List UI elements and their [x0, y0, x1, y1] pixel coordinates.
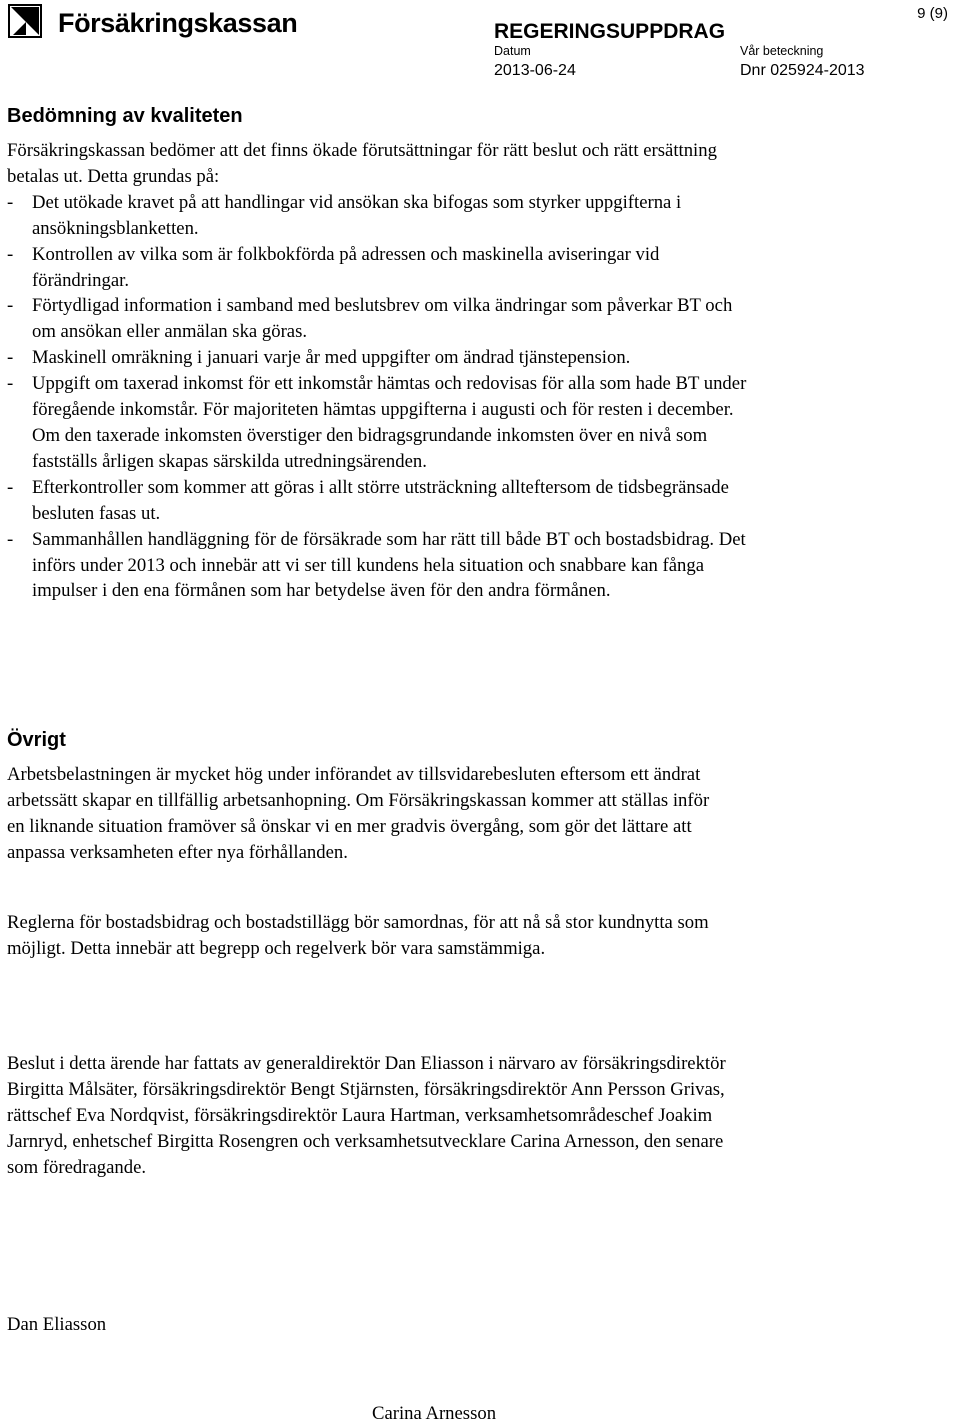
list-item: - Kontrollen av vilka som är folkbokförda på adressen och maskinella aviseringar vid förändringar. [7, 243, 660, 291]
other-heading: Övrigt [7, 729, 66, 751]
logo-mark-icon [8, 4, 42, 38]
date-label: Datum [494, 44, 531, 58]
page-number: 9 (9) [917, 5, 948, 22]
decision-paragraph: Beslut i detta ärende har fattats av generaldirektör Dan Eliasson i närvaro av försäkringsdirektör Birgitta Målsäter, försäkringsdirektör Bengt Stjärnsten, försäkringsdirektör Ann Persson Grivas, rättschef Eva Nordqvist, försäkringsdirektör Laura Hartman, verksamhetsområdeschef Joakim Jarnryd, enhetschef Birgitta Rosengren och verksamhetsutvecklare Carina Arnesson, den senare som föredragande. [7, 1053, 726, 1178]
list-item: - Maskinell omräkning i januari varje år med uppgifter om ändrad tjänstepension. [7, 347, 631, 369]
list-item: - Förtydligad information i samband med beslutsbrev om vilka ändringar som påverkar BT och om ansökan eller anmälan ska göras. [7, 295, 733, 343]
reference-label: Vår beteckning [740, 44, 824, 58]
list-item: - Det utökade kravet på att handlingar vid ansökan ska bifogas som styrker uppgifterna i ansökningsblanketten. [7, 191, 682, 239]
document-type: REGERINGSUPPDRAG [494, 20, 726, 43]
logo-text: Försäkringskassan [58, 8, 298, 38]
quality-heading: Bedömning av kvaliteten [7, 105, 243, 127]
other-paragraph-1: Arbetsbelastningen är mycket hög under införandet av tillsvidarebesluten eftersom ett ändrat arbetssätt skapar en tillfällig arbetsanhopning. Om Försäkringskassan kommer att ställas inför en liknande situation framöver så önskar vi en mer gradvis övergång, som gör det lättare att anpassa verksamheten efter nya förhållanden. [7, 764, 710, 863]
date-value: 2013-06-24 [494, 62, 576, 79]
other-paragraph-2: Reglerna för bostadsbidrag och bostadstillägg bör samordnas, för att nå så stor kundnytta som möjligt. Detta innebär att begrepp och regelverk bör vara samstämmiga. [7, 912, 709, 959]
list-item: - Sammanhållen handläggning för de försäkrade som har rätt till både BT och bostadsbidrag. Det införs under 2013 och innebär att vi ser till kundens hela situation och snabbare kan fånga impulser i den ena förmånen som har betydelse även för den andra förmånen. [7, 528, 746, 602]
signature-name-1: Dan Eliasson [7, 1314, 107, 1335]
quality-intro: Försäkringskassan bedömer att det finns ökade förutsättningar för rätt beslut och rätt ersättning betalas ut. Detta grundas på: [7, 140, 717, 187]
signature-name-2: Carina Arnesson [372, 1403, 497, 1424]
reference-value: Dnr 025924-2013 [740, 62, 865, 79]
list-item: - Efterkontroller som kommer att göras i allt större utsträckning allteftersom de tidsbegränsade besluten fasas ut. [7, 476, 729, 524]
quality-bullet-list [7, 190, 747, 605]
list-item: - Uppgift om taxerad inkomst för ett inkomstår hämtas och redovisas för alla som hade BT under föregående inkomstår. För majoriteten hämtas uppgifterna i augusti och för resten i december. Om den taxerade inkomsten överstiger den bidragsgrundande inkomsten över en nivå som fastställs årligen skapas särskilda utredningsärenden. [7, 373, 747, 472]
quality-section [7, 138, 747, 604]
